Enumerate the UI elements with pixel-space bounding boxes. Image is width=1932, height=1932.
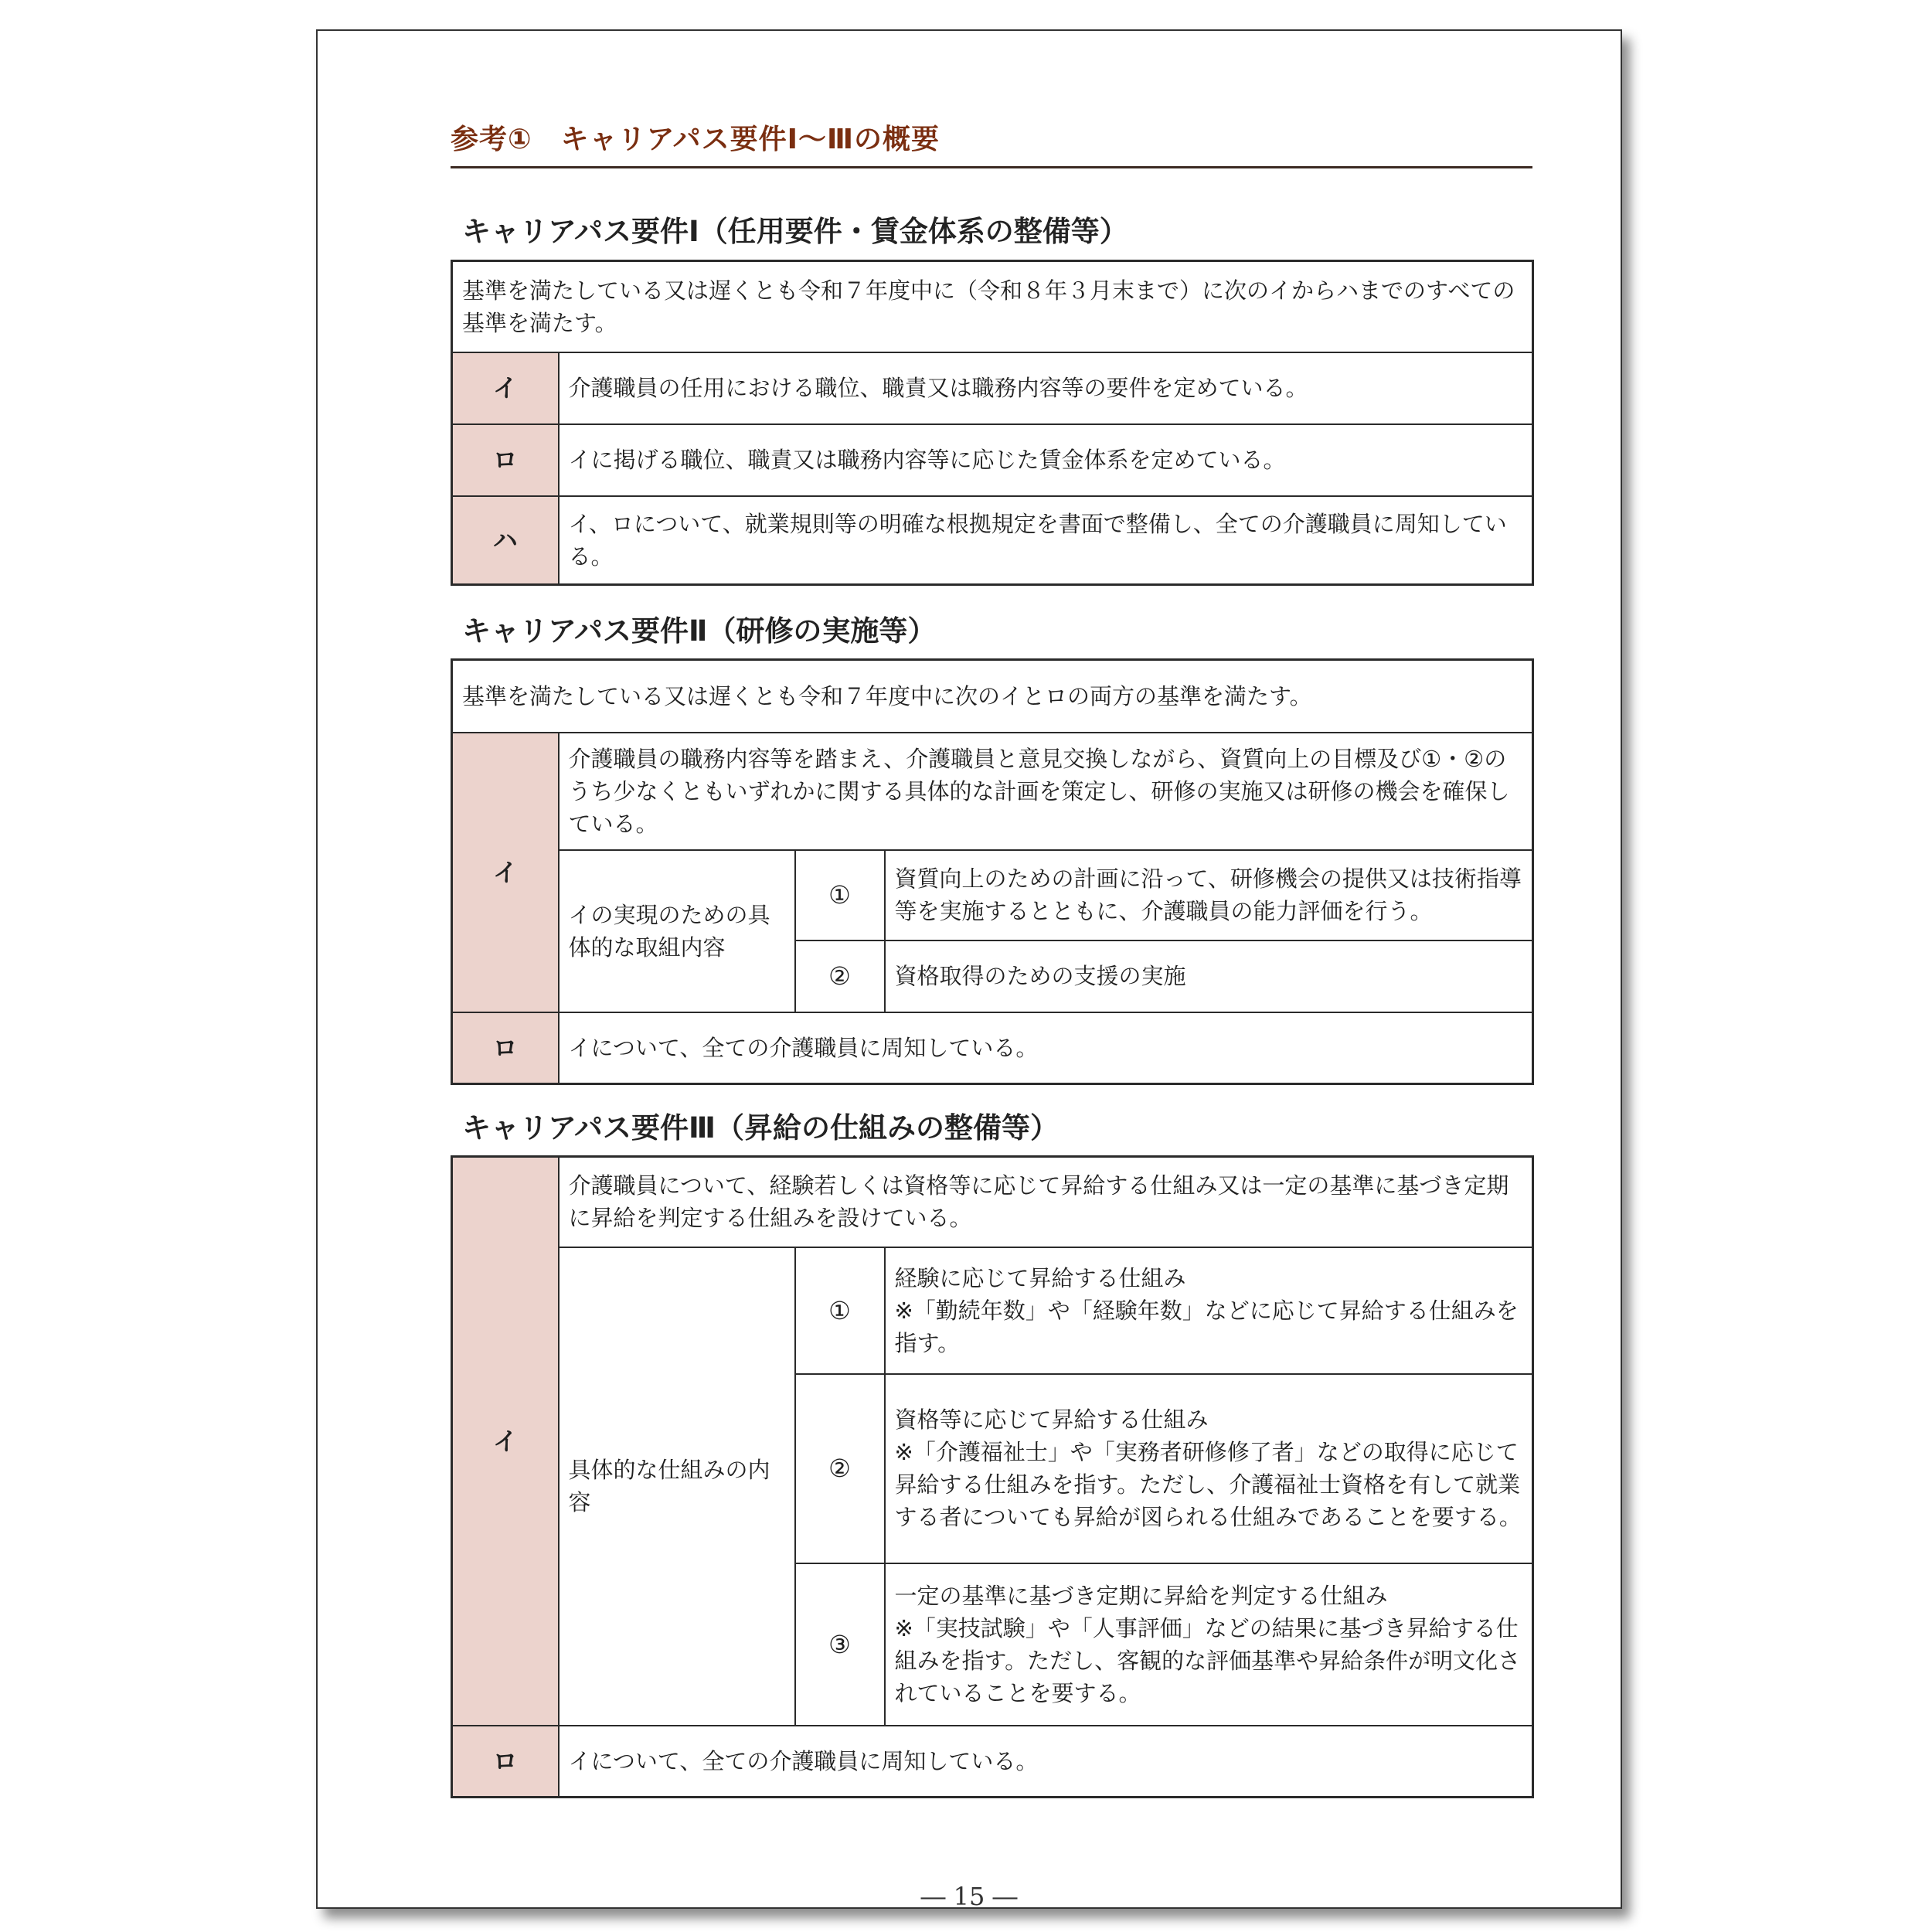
sub-label: イの実現のための具体的な取組内容 <box>559 850 795 1012</box>
row-key: イ <box>452 1157 559 1726</box>
section-title-career-path-2: キャリアパス要件Ⅱ（研修の実施等） <box>462 614 937 648</box>
page-number: ― 15 ― <box>920 1882 1018 1911</box>
item-number: ③ <box>795 1563 885 1726</box>
item-title: 一定の基準に基づき定期に昇給を判定する仕組み <box>894 1582 1388 1609</box>
row-text: イについて、全ての介護職員に周知している。 <box>559 1012 1533 1084</box>
item-text: 資質向上のための計画に沿って、研修機会の提供又は技術指導等を実施するとともに、介護職員の能力評価を行う。 <box>885 850 1533 940</box>
reference-heading: 参考① キャリアパス要件Ⅰ～Ⅲの概要 <box>451 124 1532 168</box>
item-text: 資格取得のための支援の実施 <box>885 940 1533 1012</box>
item-cell <box>885 1374 1533 1563</box>
row-text: 介護職員について、経験若しくは資格等に応じて昇給する仕組み又は一定の基準に基づき定期に昇給を判定する仕組みを設けている。 <box>559 1157 1533 1247</box>
intro-cell: 基準を満たしている又は遅くとも令和７年度中に（令和８年３月末まで）に次のイからハまでのすべての基準を満たす。 <box>452 261 1533 352</box>
item-note: ※「介護福祉士」や「実務者研修修了者」などの取得に応じて昇給する仕組みを指す。ただし、介護福祉士資格を有して就業する者についても昇給が図られる仕組みであることを要する。 <box>894 1439 1522 1530</box>
document-page <box>316 29 1622 1909</box>
section-title-career-path-3: キャリアパス要件Ⅲ（昇給の仕組みの整備等） <box>462 1111 1060 1145</box>
row-key: ロ <box>452 424 559 496</box>
item-note: ※「勤続年数」や「経験年数」などに応じて昇給する仕組みを指す。 <box>894 1297 1519 1356</box>
row-key: イ <box>452 733 559 1012</box>
item-cell <box>885 1247 1533 1374</box>
row-key: ロ <box>452 1726 559 1798</box>
item-number: ② <box>795 1374 885 1563</box>
section-title-career-path-1: キャリアパス要件Ⅰ（任用要件・賃金体系の整備等） <box>462 215 1128 248</box>
item-title: 資格等に応じて昇給する仕組み <box>894 1406 1209 1433</box>
row-key: イ <box>452 352 559 424</box>
career-path-3-table <box>451 1155 1534 1798</box>
row-text: イに掲げる職位、職責又は職務内容等に応じた賃金体系を定めている。 <box>559 424 1533 496</box>
row-text: 介護職員の任用における職位、職責又は職務内容等の要件を定めている。 <box>559 352 1533 424</box>
item-number: ② <box>795 940 885 1012</box>
career-path-2-table <box>451 658 1534 1085</box>
row-key: ロ <box>452 1012 559 1084</box>
item-title: 経験に応じて昇給する仕組み <box>894 1264 1186 1291</box>
intro-cell: 基準を満たしている又は遅くとも令和７年度中に次のイとロの両方の基準を満たす。 <box>452 660 1533 733</box>
career-path-1-table <box>451 260 1534 586</box>
item-note: ※「実技試験」や「人事評価」などの結果に基づき昇給する仕組みを指す。ただし、客観的な評価基準や昇給条件が明文化されていることを要する。 <box>894 1614 1521 1706</box>
row-key: ハ <box>452 496 559 585</box>
row-text: イについて、全ての介護職員に周知している。 <box>559 1726 1533 1798</box>
sub-label: 具体的な仕組みの内容 <box>559 1247 795 1726</box>
item-number: ① <box>795 1247 885 1374</box>
row-text: イ、ロについて、就業規則等の明確な根拠規定を書面で整備し、全ての介護職員に周知している。 <box>559 496 1533 585</box>
item-number: ① <box>795 850 885 940</box>
row-text: 介護職員の職務内容等を踏まえ、介護職員と意見交換しながら、資質向上の目標及び①・②のうち少なくともいずれかに関する具体的な計画を策定し、研修の実施又は研修の機会を確保している。 <box>559 733 1533 850</box>
item-cell <box>885 1563 1533 1726</box>
